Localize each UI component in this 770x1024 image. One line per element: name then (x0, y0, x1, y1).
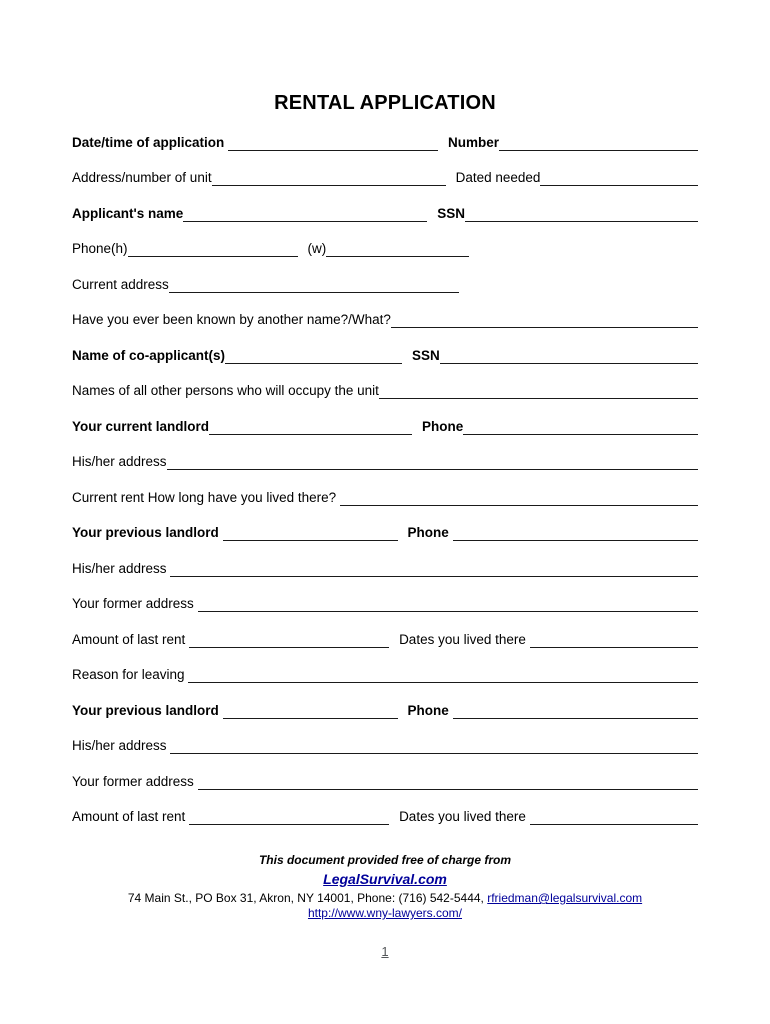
field-label: Reason for leaving (72, 667, 189, 682)
blank-line (391, 312, 698, 328)
form-field (72, 277, 459, 293)
field-label: SSN (437, 205, 466, 221)
field-label: Number (448, 134, 500, 150)
form-field (72, 809, 389, 825)
blank-line (128, 241, 298, 257)
field-label: SSN (412, 347, 440, 363)
field-label: His/her address (72, 738, 171, 753)
blank-line (188, 667, 698, 683)
form-row (72, 721, 698, 757)
form-row (72, 543, 698, 579)
form-row (72, 650, 698, 686)
form-field (72, 348, 402, 364)
blank-line (223, 703, 398, 719)
field-label: Your former address (72, 596, 198, 611)
form-row (72, 508, 698, 544)
form-row (72, 224, 698, 260)
footer-website-line (72, 906, 698, 921)
email-link[interactable]: rfriedman@legalsurvival.com (487, 891, 643, 905)
document-title: RENTAL APPLICATION (274, 92, 496, 114)
blank-line (530, 809, 698, 825)
blank-line (326, 241, 469, 257)
footer-brand-line (72, 870, 698, 888)
blank-line (183, 206, 427, 222)
form-field (72, 561, 698, 577)
field-label: Names of all other persons who will occupy the unit (72, 383, 379, 398)
form-field (308, 241, 470, 257)
website-link[interactable]: http://www.wny-lawyers.com/ (307, 906, 463, 920)
footer-address-line (72, 891, 698, 906)
form-field (72, 738, 698, 754)
form-field (72, 206, 427, 222)
form-field (72, 241, 298, 257)
field-label: Phone (407, 525, 453, 540)
field-label: His/her address (72, 454, 167, 469)
form-field (72, 312, 698, 328)
field-label: Address/number of unit (72, 170, 212, 185)
blank-line (530, 632, 698, 648)
footer (72, 853, 698, 921)
field-label: Current rent How long have you lived there? (72, 489, 340, 505)
form-field (412, 348, 698, 364)
form-row (72, 153, 698, 189)
page-number: 1 (381, 944, 389, 959)
form-row (72, 437, 698, 473)
field-label: Date/time of application (72, 134, 229, 150)
form-field (72, 525, 398, 541)
field-label: Phone (407, 702, 453, 718)
blank-line (167, 454, 698, 470)
form-row (72, 259, 698, 295)
form-field (72, 774, 698, 790)
blank-line (453, 525, 698, 541)
field-label: His/her address (72, 560, 171, 576)
form-row (72, 614, 698, 650)
blank-line (189, 809, 389, 825)
blank-line (540, 170, 698, 186)
field-label: Amount of last rent (72, 809, 190, 824)
form-field (72, 419, 412, 435)
footer-provided-text: This document provided free of charge from (258, 853, 512, 867)
form-field (399, 809, 698, 825)
field-label: Phone (422, 418, 464, 434)
legalsurvival-link[interactable]: LegalSurvival.com (323, 871, 447, 887)
field-label: Current address (72, 276, 169, 292)
form-field (72, 454, 698, 470)
field-label: Amount of last rent (72, 631, 190, 647)
field-label: Your former address (72, 773, 198, 789)
blank-line (198, 774, 698, 790)
form-row (72, 472, 698, 508)
form-row (72, 188, 698, 224)
form-row (72, 579, 698, 615)
form-field (408, 703, 698, 719)
form-rows (72, 117, 698, 827)
form-field (448, 135, 698, 151)
form-field (456, 170, 698, 186)
blank-line (453, 703, 698, 719)
form-field (72, 632, 389, 648)
form-row (72, 756, 698, 792)
blank-line (379, 383, 698, 399)
form-row (72, 330, 698, 366)
field-label: Your previous landlord (72, 525, 223, 540)
form-field (72, 383, 698, 399)
form-field (72, 596, 698, 612)
form-field (72, 490, 698, 506)
blank-line (228, 135, 438, 151)
form-field (72, 170, 446, 186)
blank-line (225, 348, 402, 364)
blank-line (463, 419, 698, 435)
form-field (72, 135, 438, 151)
form-field (399, 632, 698, 648)
field-label: Your current landlord (72, 418, 210, 434)
blank-line (212, 170, 446, 186)
form-row (72, 366, 698, 402)
form-field (72, 703, 398, 719)
blank-line (170, 561, 698, 577)
field-label: Dated needed (455, 170, 541, 185)
footer-address-text: 74 Main St., PO Box 31, Akron, NY 14001, Phone: (716) 542-5444, (127, 891, 488, 905)
field-label: Name of co-applicant(s) (72, 347, 226, 363)
blank-line (189, 632, 389, 648)
field-label: Dates you lived there (399, 809, 530, 824)
blank-line (223, 525, 398, 541)
field-label: Phone(h) (72, 241, 128, 256)
field-label: Dates you lived there (399, 631, 530, 647)
form-row (72, 792, 698, 828)
field-label: (w) (307, 241, 327, 256)
blank-line (198, 596, 698, 612)
blank-line (499, 135, 698, 151)
blank-line (209, 419, 412, 435)
field-label: Have you ever been known by another name?/What? (72, 312, 391, 327)
form-field (422, 419, 698, 435)
field-label: Applicant's name (72, 205, 184, 221)
form-row (72, 401, 698, 437)
form-field (437, 206, 698, 222)
form-field (72, 667, 698, 683)
blank-line (340, 490, 698, 506)
form-row (72, 685, 698, 721)
blank-line (440, 348, 698, 364)
field-label: Your previous landlord (72, 702, 223, 718)
form-row (72, 117, 698, 153)
blank-line (169, 277, 459, 293)
form-field (408, 525, 698, 541)
blank-line (465, 206, 698, 222)
form-row (72, 295, 698, 331)
blank-line (170, 738, 698, 754)
